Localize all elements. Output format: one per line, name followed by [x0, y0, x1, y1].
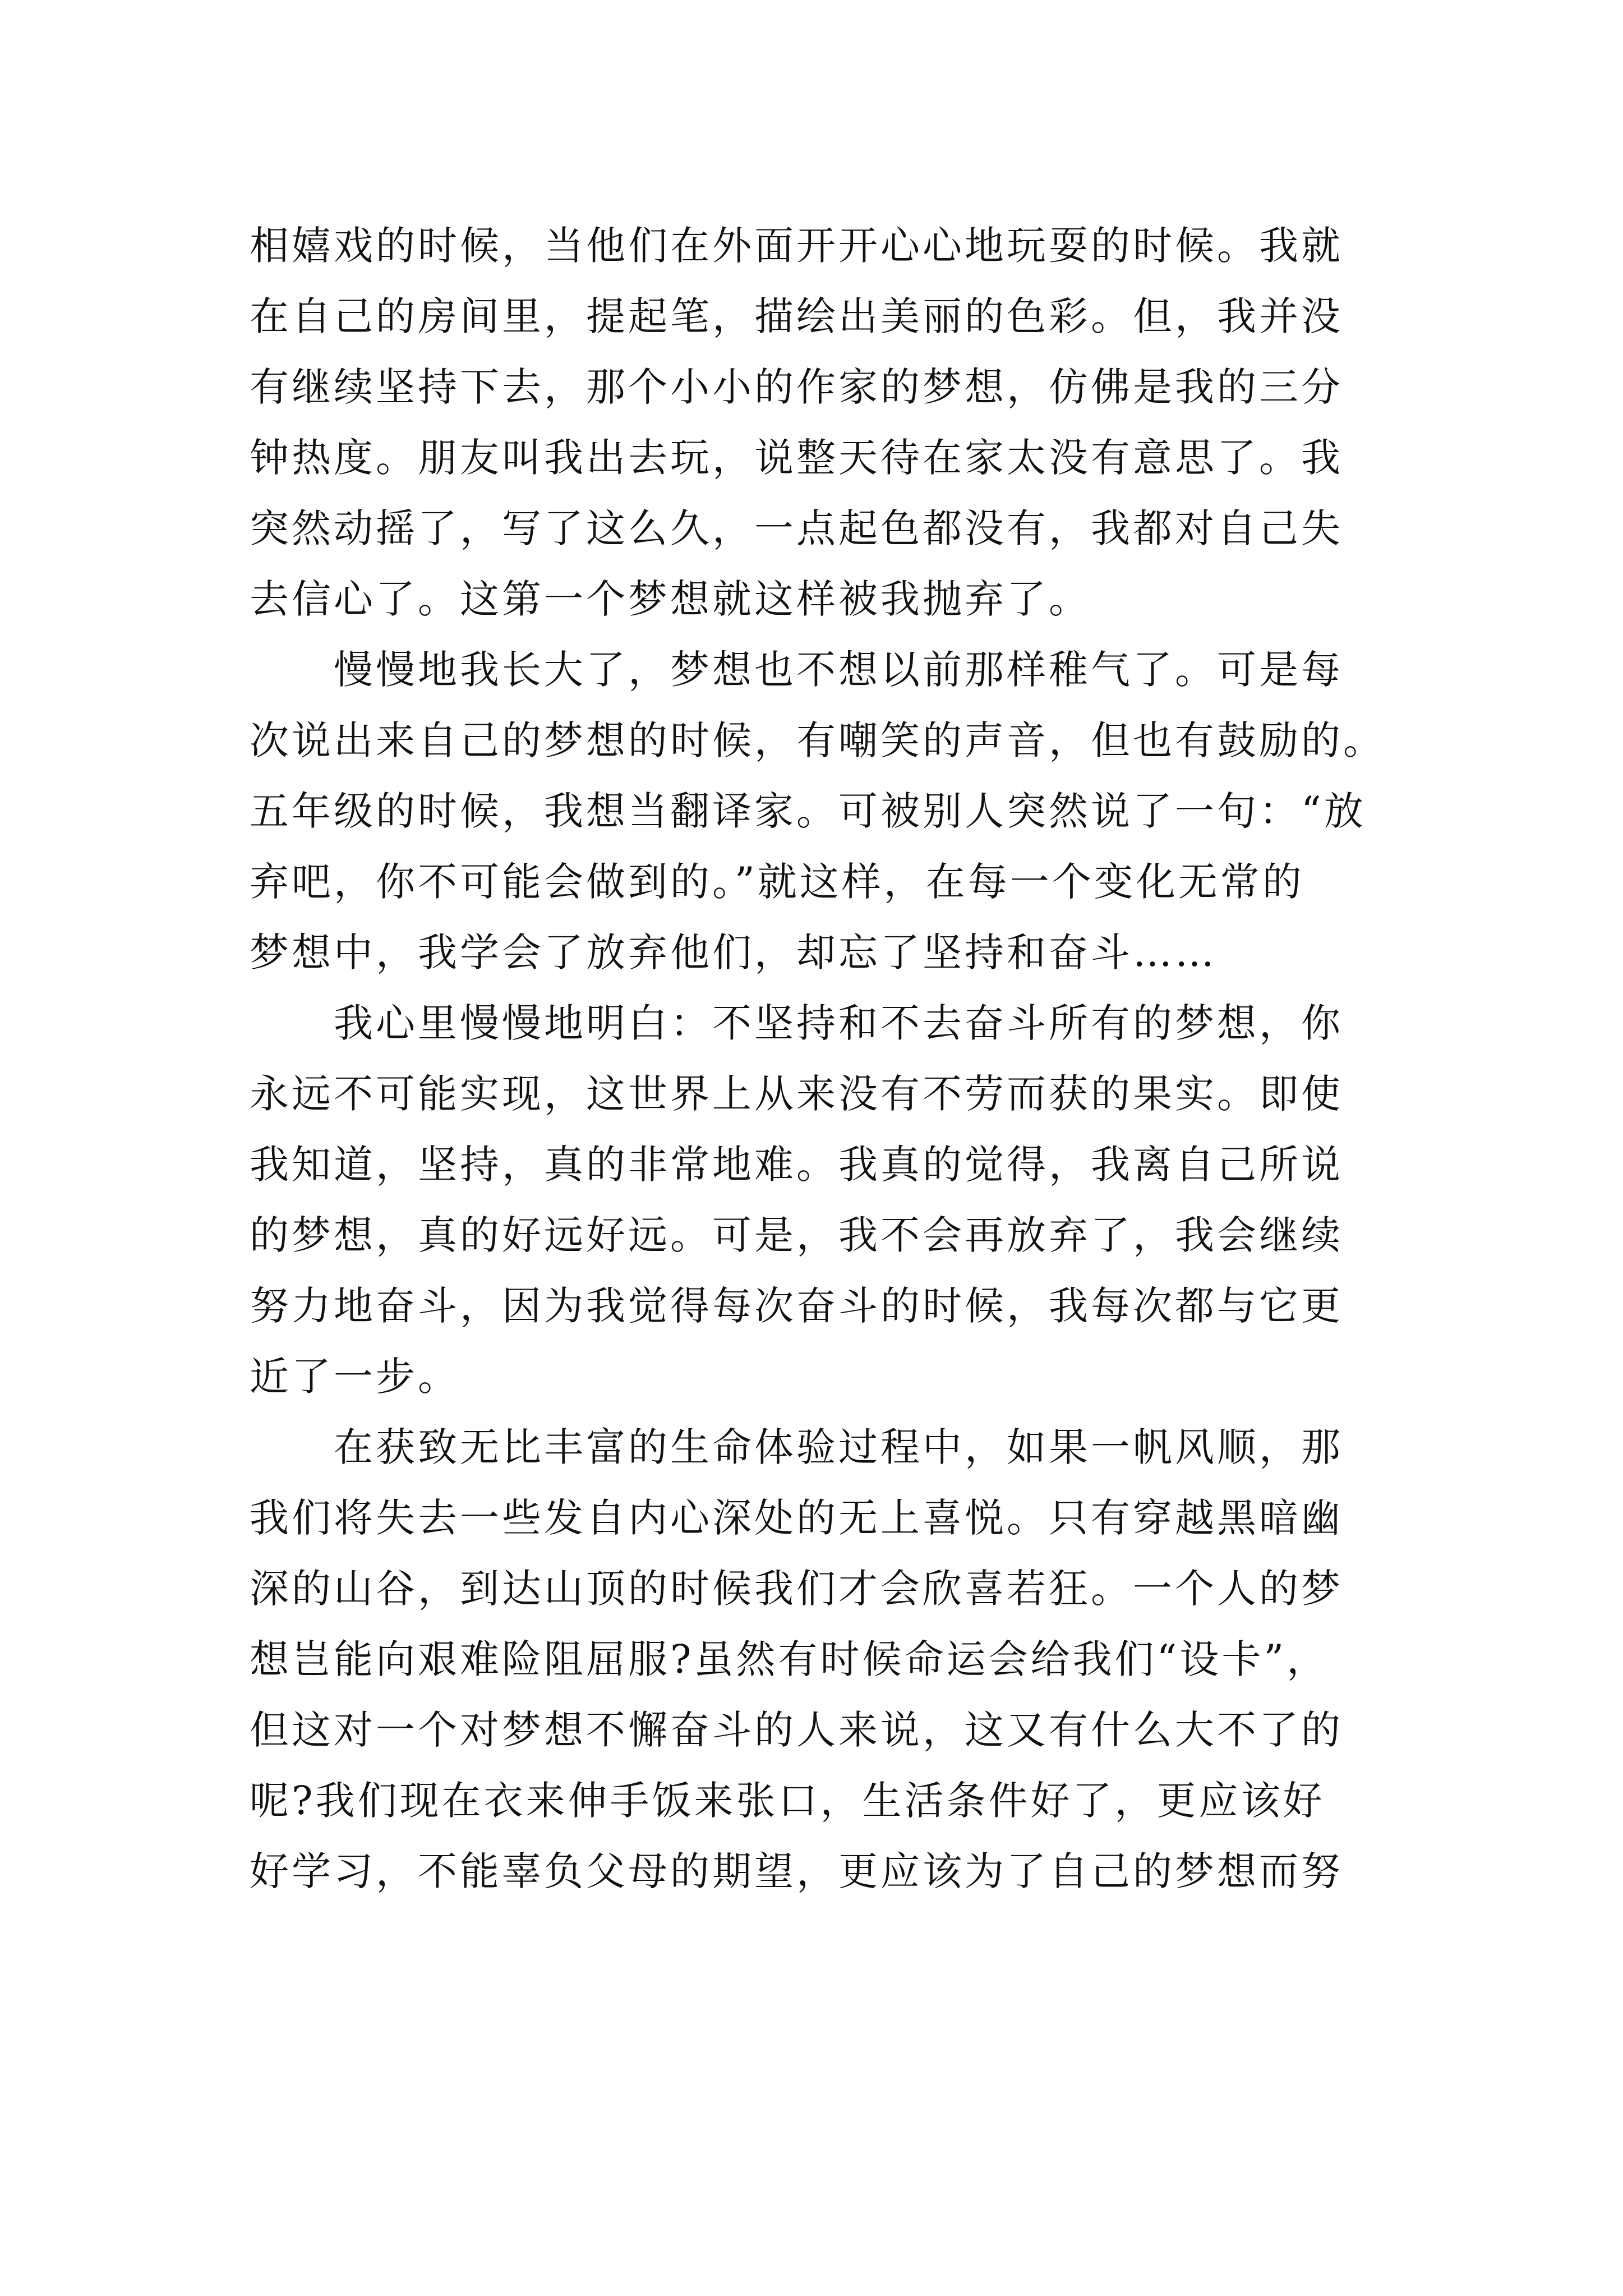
text-line: 次说出来自己的梦想的时候，有嘲笑的声音，但也有鼓励的。	[250, 717, 1385, 763]
text-line: 慢慢地我长大了，梦想也不想以前那样稚气了。可是每	[250, 647, 1343, 693]
text-line: 永远不可能实现，这世界上从来没有不劳而获的果实。即使	[250, 1071, 1343, 1117]
text-line: 近了一步。	[250, 1354, 460, 1400]
text-line: 在获致无比丰富的生命体验过程中，如果一帆风顺，那	[250, 1424, 1343, 1470]
text-line: 钟热度。朋友叫我出去玩，说整天待在家太没有意思了。我	[250, 435, 1343, 481]
text-line: 的梦想，真的好远好远。可是，我不会再放弃了，我会继续	[250, 1212, 1343, 1258]
text-line: 突然动摇了，写了这么久，一点起色都没有，我都对自己失	[250, 505, 1343, 551]
text-line: 好学习，不能辜负父母的期望，更应该为了自己的梦想而努	[250, 1848, 1343, 1894]
text-line: 深的山谷，到达山顶的时候我们才会欣喜若狂。一个人的梦	[250, 1566, 1343, 1612]
text-line: 相嬉戏的时候，当他们在外面开开心心地玩耍的时候。我就	[250, 223, 1343, 269]
text-line: 努力地奋斗，因为我觉得每次奋斗的时候，我每次都与它更	[250, 1283, 1343, 1329]
text-line: 弃吧，你不可能会做到的。”就这样，在每一个变化无常的	[250, 859, 1304, 905]
text-line: 我心里慢慢地明白：不坚持和不去奋斗所有的梦想，你	[250, 1000, 1343, 1046]
text-line: 呢?我们现在衣来伸手饭来张口，生活条件好了，更应该好	[250, 1778, 1325, 1824]
text-line: 我知道，坚持，真的非常地难。我真的觉得，我离自己所说	[250, 1142, 1343, 1188]
text-line: 有继续坚持下去，那个小小的作家的梦想，仿佛是我的三分	[250, 364, 1343, 410]
text-line: 我们将失去一些发自内心深处的无上喜悦。只有穿越黑暗幽	[250, 1495, 1343, 1541]
text-line: 去信心了。这第一个梦想就这样被我抛弃了。	[250, 576, 1091, 622]
text-line: 在自己的房间里，提起笔，描绘出美丽的色彩。但，我并没	[250, 293, 1343, 339]
text-line: 但这对一个对梦想不懈奋斗的人来说，这又有什么大不了的	[250, 1707, 1343, 1753]
text-line: 五年级的时候，我想当翻译家。可被别人突然说了一句：“放	[250, 788, 1366, 834]
text-line: 想岂能向艰难险阻屈服?虽然有时候命运会给我们“设卡”，	[250, 1636, 1329, 1682]
body-text	[250, 210, 1385, 1907]
text-line: 梦想中，我学会了放弃他们，却忘了坚持和奋斗……	[250, 930, 1217, 976]
